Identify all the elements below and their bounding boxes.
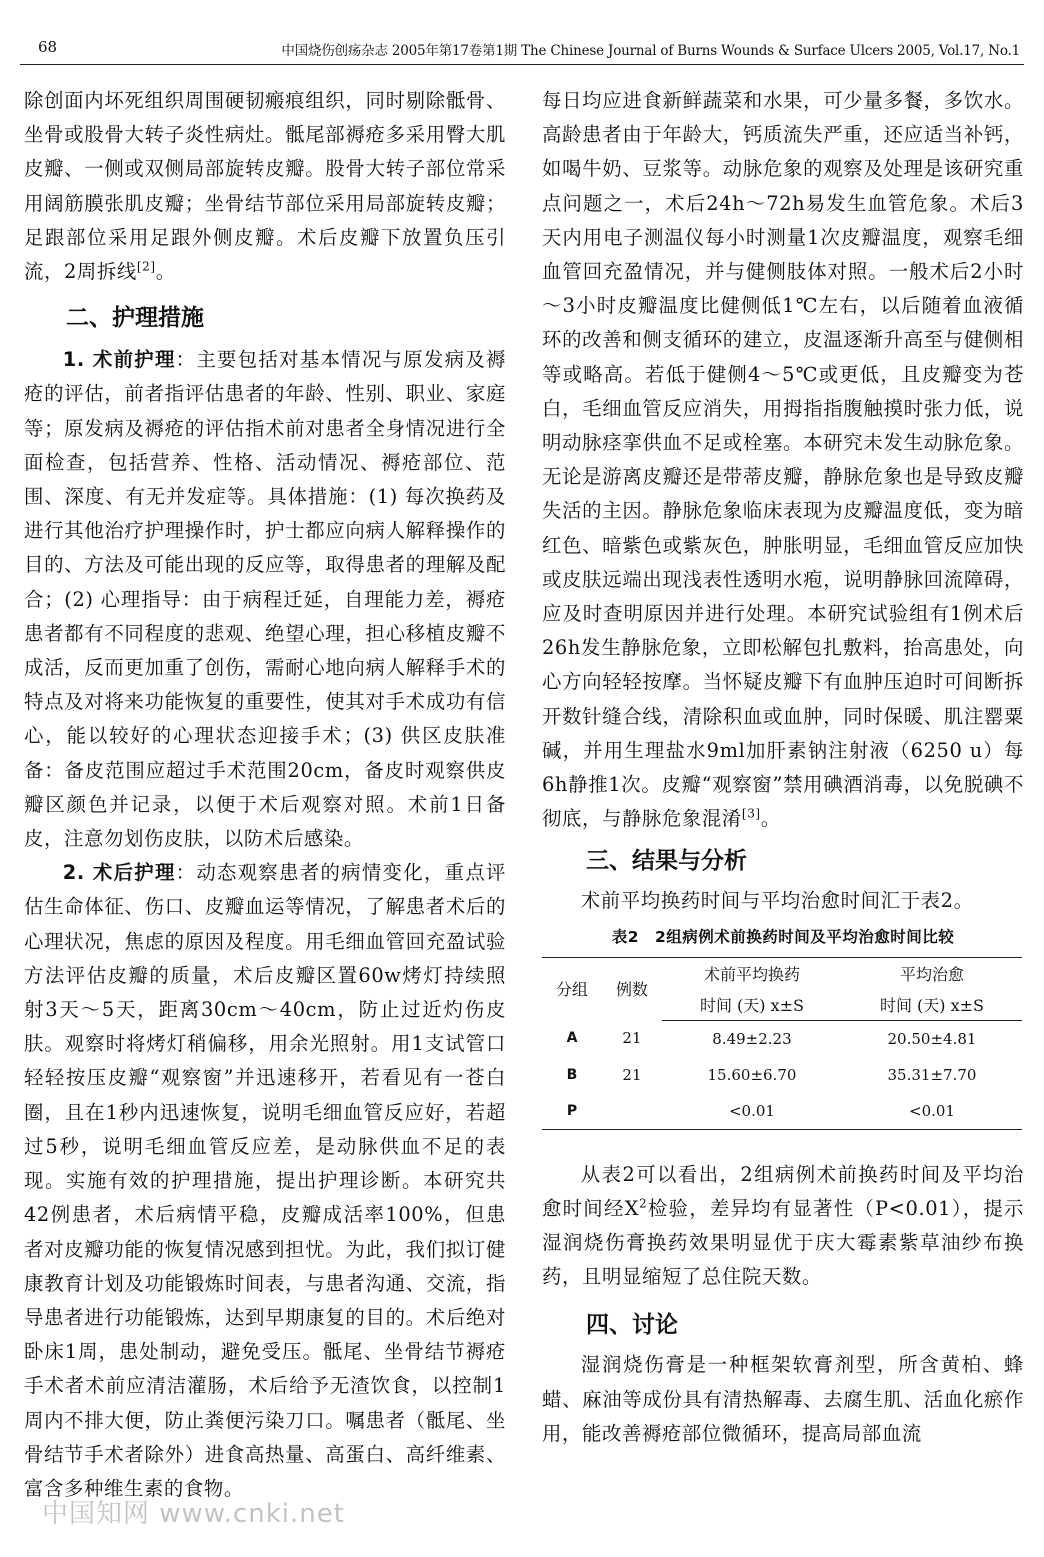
col-subheader-pre: 时间 (天) x±S — [662, 989, 842, 1021]
cell-pre: 8.49±2.23 — [712, 1029, 792, 1048]
table-caption: 表2 2组病例术前换药时间及平均治愈时间比较 — [611, 927, 955, 946]
running-header — [20, 36, 1024, 65]
col-header-group: 分组 — [555, 980, 588, 1000]
results-table — [542, 957, 1022, 1130]
col-header-n: 例数 — [615, 980, 648, 1000]
cell-pre: 15.60±6.70 — [707, 1065, 797, 1084]
paragraph-results-intro: 术前平均换药时间与平均治愈时间汇于表2。 — [580, 889, 974, 913]
table-row — [542, 1020, 1022, 1057]
section-heading-results: 三、结果与分析 — [586, 848, 747, 875]
table-row — [542, 1093, 1022, 1130]
paragraph-results-analysis: 从表2可以看出，2组病例术前换药时间及平均治愈时间经$X^2$检验，差异均有显著性（P<0.01），提示湿润烧伤膏换药效果明显优于庆大霉素紫草油纱布换药，且明显缩短了总住院天数。 — [542, 1162, 1024, 1289]
cell-group: A — [566, 1030, 578, 1047]
cell-pre: <0.01 — [728, 1101, 775, 1120]
col-subheader-heal: 时间 (天) x±S — [842, 989, 1022, 1021]
journal-running-title: 中国烧伤创疡杂志 2005年第17卷第1期 The Chinese Journal of Burns Wounds & Surface Ulcers 2005, Vol.17, No.1 — [281, 43, 1020, 59]
cell-n: 21 — [622, 1065, 642, 1084]
paragraph-preop-care: 1. 术前护理：主要包括对基本情况与原发病及褥疮的评估，前者指评估患者的年龄、性别、职业、家庭等；原发病及褥疮的评估指术前对患者全身情况进行全面检查，包括营养、性格、活动情况、褥疮部位、范围、深度、有无并发症等。具体措施：(1) 每次换药及进行其他治疗护理操作时，护士都应向病人解释操作的目的、方法及可能出现的反应等，取得患者的理解及配合；(2) 心理指导：由于病程迁延，自理能力差，褥疮患者都有不同程度的悲观、绝望心理，担心移植皮瓣不成活，反而更加重了创伤，需耐心地向病人解释手术的特点及对将来功能恢复的重要性，使其对手术成功有信心，能以较好的心理状态迎接手术；(3) 供区皮肤准备：备皮范围应超过手术范围20cm，备皮时观察供皮瓣区颜色并记录，以便于术后观察对照。术前1日备皮，注意勿划伤皮肤，以防术后感染。 — [24, 348, 506, 851]
table-row — [542, 1057, 1022, 1093]
cell-heal: 35.31±7.70 — [887, 1065, 977, 1084]
section-heading-discussion: 四、讨论 — [586, 1312, 678, 1339]
cell-group: P — [566, 1102, 578, 1119]
col-header-pre: 术前平均换药 — [703, 964, 800, 984]
cell-heal: 20.50±4.81 — [887, 1029, 977, 1048]
citation-ref: [2] — [136, 259, 156, 274]
cnki-watermark: 中国知网 www.cnki.net — [42, 1499, 345, 1529]
paragraph-surgery-end: 除创面内坏死组织周围硬韧瘢痕组织，同时剔除骶骨、坐骨或股骨大转子炎性病灶。骶尾部褥疮多采用臀大肌皮瓣、一侧或双侧局部旋转皮瓣。股骨大转子部位常采用阔筋膜张肌皮瓣；坐骨结节部位采用局部旋转皮瓣；足跟部位采用足跟外侧皮瓣。术后皮瓣下放置负压引流，2周拆线[2]。 — [24, 89, 506, 284]
subheading-preop: 1. 术前护理 — [62, 348, 176, 372]
page-number: 68 — [38, 38, 58, 56]
cell-group: B — [566, 1066, 578, 1083]
paragraph-discussion: 湿润烧伤膏是一种框架软膏剂型，所含黄柏、蜂蜡、麻油等成份具有清热解毒、去腐生肌、活血化瘀作用，能改善褥疮部位微循环，提高局部血流 — [542, 1353, 1024, 1445]
cell-n: 21 — [622, 1029, 642, 1048]
citation-ref: [3] — [741, 806, 761, 821]
col-header-heal: 平均治愈 — [899, 964, 964, 984]
subheading-postop: 2. 术后护理 — [62, 861, 176, 885]
paragraph-crisis-observation: 每日均应进食新鲜蔬菜和水果，可少量多餐，多饮水。高龄患者由于年龄大，钙质流失严重，还应适当补钙，如喝牛奶、豆浆等。动脉危象的观察及处理是该研究重点问题之一，术后24h～72h易发生血管危象。术后3天内用电子测温仪每小时测量1次皮瓣温度，观察毛细血管回充盈情况，并与健侧肢体对照。一般术后2小时～3小时皮瓣温度比健侧低1℃左右，以后随着血液循环的改善和侧支循环的建立，皮温逐渐升高至与健侧相等或略高。若低于健侧4～5℃或更低，且皮瓣变为苍白，毛细血管反应消失，用拇指指腹触摸时张力低，说明动脉痉挛供血不足或栓塞。本研究未发生动脉危象。无论是游离皮瓣还是带蒂皮瓣，静脉危象也是导致皮瓣失活的主因。静脉危象临床表现为皮瓣温度低，变为暗红色、暗紫色或紫灰色，肿胀明显，毛细血管反应加快或皮肤远端出现浅表性透明水疱，说明静脉回流障碍，应及时查明原因并进行处理。本研究试验组有1例术后26h发生静脉危象，立即松解包扎敷料，抬高患处，向心方向轻轻按摩。当怀疑皮瓣下有血肿压迫时可间断拆开数针缝合线，清除积血或血肿，同时保暖、肌注罂粟碱，并用生理盐水9ml加肝素钠注射液（6250 u）每6h静推1次。皮瓣“观察窗”禁用碘酒消毒，以免脱碘不彻底，与静脉危象混淆[3]。 — [542, 89, 1024, 831]
left-column — [24, 84, 506, 1506]
paragraph-postop-care: 2. 术后护理：动态观察患者的病情变化，重点评估生命体征、伤口、皮瓣血运等情况，了解患者术后的心理状况，焦虑的原因及程度。用毛细血管回充盈试验方法评估皮瓣的质量，术后皮瓣区置60w烤灯持续照射3天～5天，距离30cm～40cm，防止过近灼伤皮肤。观察时将烤灯稍偏移，用余光照射。用1支试管口轻轻按压皮瓣“观察窗”并迅速移开，若看见有一苍白圈，且在1秒内迅速恢复，说明毛细血管反应好，若超过5秒，说明毛细血管反应差，是动脉供血不足的表现。实施有效的护理措施，提出护理诊断。本研究共42例患者，术后病情平稳，皮瓣成活率100%，但患者对皮瓣功能的恢复情况感到担忧。为此，我们拟订健康教育计划及功能锻炼时间表，与患者沟通、交流，指导患者进行功能锻炼，达到早期康复的目的。术后绝对卧床1周，患处制动，避免受压。骶尾、坐骨结节褥疮手术者术前应清洁灌肠，术后给予无渣饮食，以控制1周内不排大便，防止粪便污染刀口。嘱患者（骶尾、坐骨结节手术者除外）进食高热量、高蛋白、高纤维素、富含多种维生素的食物。 — [24, 861, 506, 1500]
cell-heal: <0.01 — [909, 1101, 955, 1120]
right-column — [542, 84, 1024, 1451]
section-heading-nursing: 二、护理措施 — [66, 305, 204, 332]
cell-n — [602, 1093, 662, 1130]
